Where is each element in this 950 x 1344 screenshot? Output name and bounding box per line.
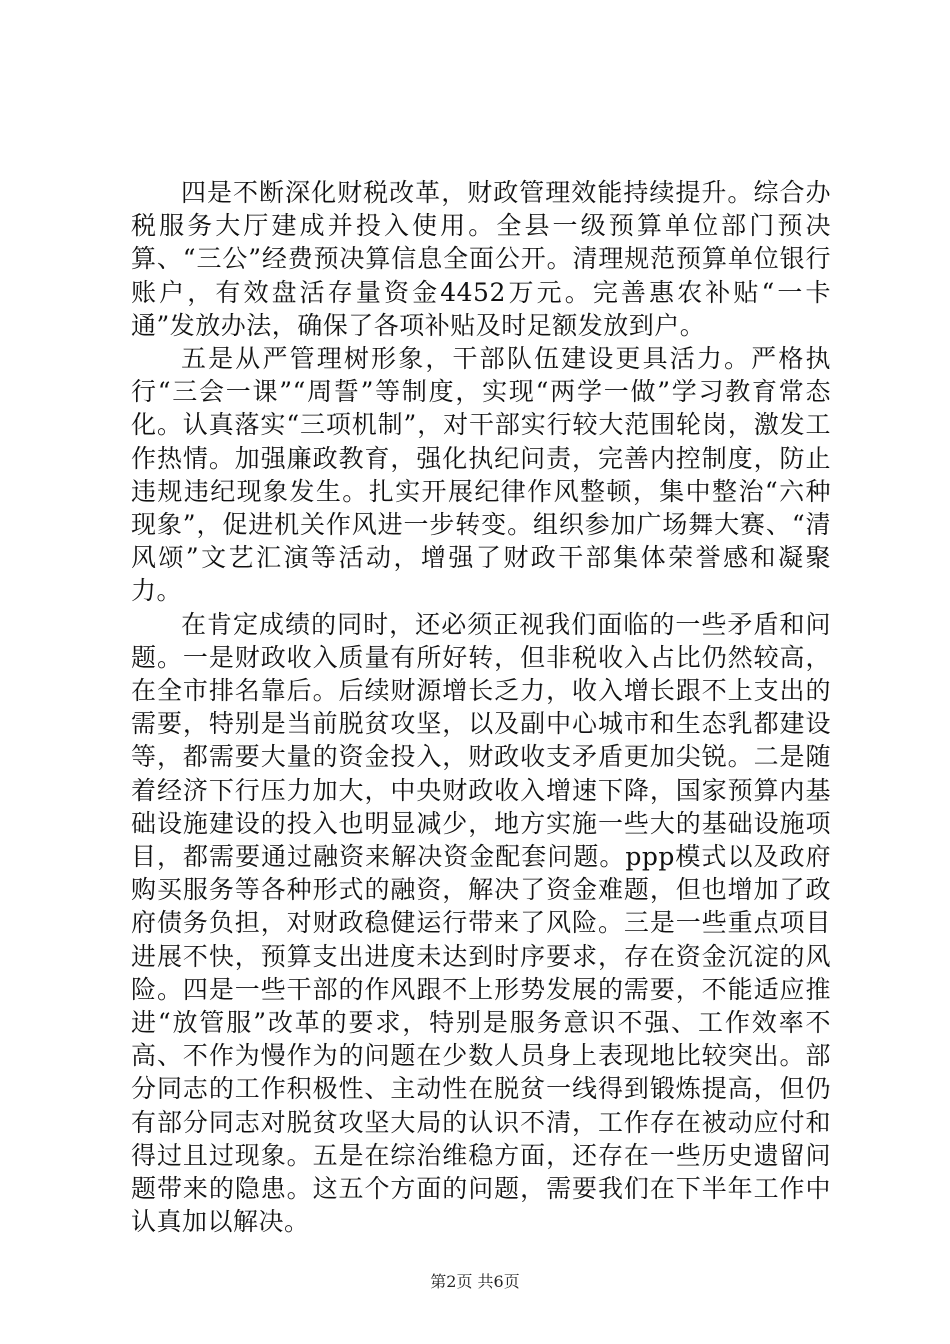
paragraph-cadre-management: 五是从严管理树形象，干部队伍建设更具活力。严格执行“三会一课”“周誓”等制度，实现“两学一做”学习教育常态化。认真落实“三项机制”，对干部实行较大范围轮岗，激发工作热情。加强廉政教育，强化执纪问责，完善内控制度，防止违规违纪现象发生。扎实开展纪律作风整顿，集中整治“六种现象”，促进机关作风进一步转变。组织参加广场舞大赛、“清风颂”文艺汇演等活动，增强了财政干部集体荣誉感和凝聚力。 <box>131 344 831 606</box>
paragraph-fiscal-reform: 四是不断深化财税改革，财政管理效能持续提升。综合办税服务大厅建成并投入使用。全县一级预算单位部门预决算、“三公”经费预决算信息全面公开。清理规范预算单位银行账户，有效盘活存量资金4452万元。完善惠农补贴“一卡通”发放办法，确保了各项补贴及时足额发放到户。 <box>131 178 831 340</box>
page-footer: 第2页 共6页 <box>430 1272 520 1291</box>
document-body <box>131 176 831 1239</box>
paragraph-problems: 在肯定成绩的同时，还必须正视我们面临的一些矛盾和问题。一是财政收入质量有所好转，但非税收入占比仍然较高，在全市排名靠后。后续财源增长乏力，收入增长跟不上支出的需要，特别是当前脱贫攻坚，以及副中心城市和生态乳都建设等，都需要大量的资金投入，财政收支矛盾更加尖锐。二是随着经济下行压力加大，中央财政收入增速下降，国家预算内基础设施建设的投入也明显减少，地方实施一些大的基础设施项目，都需要通过融资来解决资金配套问题。ppp模式以及政府购买服务等各种形式的融资，解决了资金难题，但也增加了政府债务负担，对财政稳健运行带来了风险。三是一些重点项目进展不快，预算支出进度未达到时序要求，存在资金沉淀的风险。四是一些干部的作风跟不上形势发展的需要，不能适应推进“放管服”改革的要求，特别是服务意识不强、工作效率不高、不作为慢作为的问题在少数人员身上表现地比较突出。部分同志的工作积极性、主动性在脱贫一线得到锻炼提高，但仍有部分同志对脱贫攻坚大局的认识不清，工作存在被动应付和得过且过现象。五是在综治维稳方面，还存在一些历史遗留问题带来的隐患。这五个方面的问题，需要我们在下半年工作中认真加以解决。 <box>131 609 831 1237</box>
